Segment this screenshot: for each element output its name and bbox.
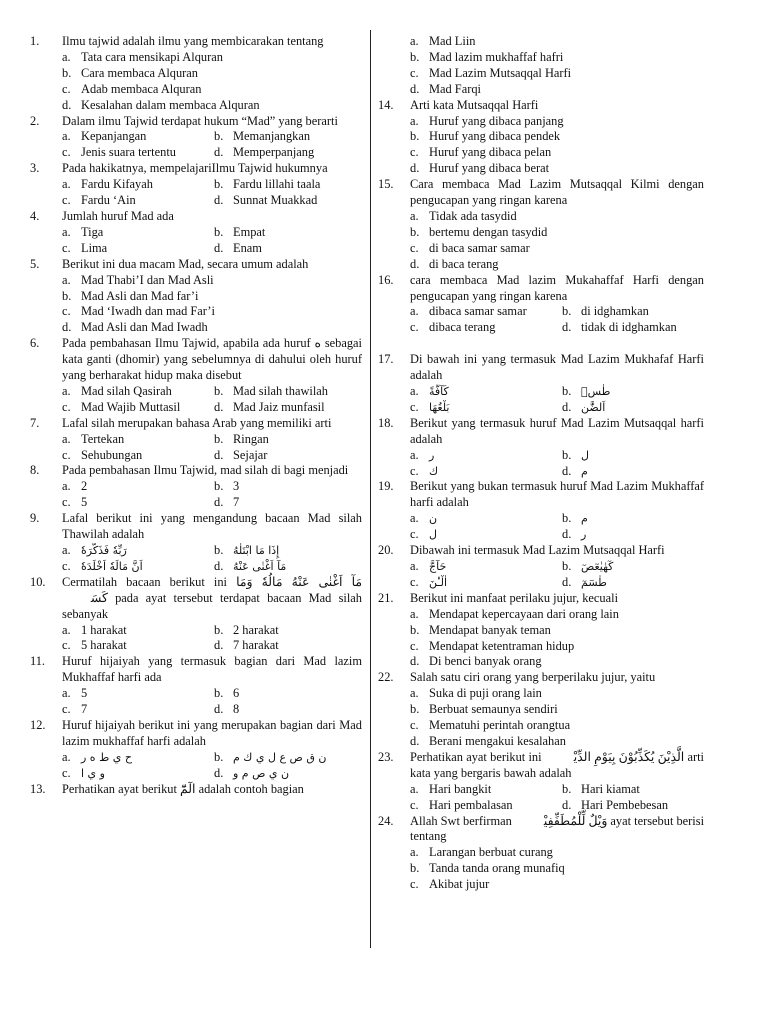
question-23: 23. Perhatikan ayat berikut ini الَّذِيْنَ يُكَذِّبُوْنَ بِيَوْمِ الدِّيْنِۗ arti kata yang bergaris bawah adalah a. Hari bangkit b. Hari kiamat c. Hari pembalasan d. Hari Pembebesan [378, 749, 704, 812]
question-10: 10. Cermatilah bacaan berikut ini مَآ اَغْنٰى عَنْهُ مَالُهٗ وَمَا كَسَبَۗ pada ayat tersebut terdapat bacaan Mad silah sebanyak a. 1 harakat b. 2 harakat c. 5 harakat d. 7 harakat [30, 574, 362, 653]
answer-option: d. Kesalahan dalam membaca Alquran [62, 97, 260, 112]
answer-option: c. Mematuhi perintah orangtua [410, 718, 571, 733]
answer-option: b. 6 [214, 686, 240, 701]
answer-option: d. Memperpanjang [214, 145, 315, 160]
answer-option: c. Mendapat ketentraman hidup [410, 638, 575, 653]
answer-option: a. Larangan berbuat curang [410, 845, 553, 860]
question-18: 18. Berikut yang termasuk huruf Mad Lazim Mutsaqqal harfi adalah a. ر b. ل c. ك d. م [378, 415, 704, 478]
answer-option: c. Lima [62, 240, 108, 255]
question-7: 7. Lafal silah merupakan bahasa Arab yang memiliki arti a. Tertekan b. Ringan c. Sehubungan d. Sejajar [30, 416, 362, 464]
answer-option: a. Tata cara mensikapi Alquran [62, 49, 223, 64]
question-17: 17. Di bawah ini yang termasuk Mad Lazim Mukhafaf Harfi adalah a. كَآفَّةً b. طٰسۤ c. بَلْغُهَا d. اَلضَّٰن [378, 352, 704, 414]
answer-option: c. Hari pembalasan [410, 797, 513, 812]
answer-option: b. ن ق ص ع ل ي ك م [214, 749, 327, 764]
question-stem: Di bawah ini yang termasuk Mad Lazim Mukhafaf Harfi adalah [410, 352, 704, 383]
question-16: 16. cara membaca Mad lazim Mukahaffaf Harfi dengan pengucapan yang ringan karena a. dibaca samar samar b. di idghamkan c. dibaca terang d. tidak di idghamkan [378, 272, 704, 335]
answer-option: d. طٰسٓمٓ [562, 574, 607, 589]
question-stem: Arti kata Mutsaqqal Harfi [410, 97, 539, 112]
answer-option: a. Huruf yang dibaca panjang [410, 113, 564, 128]
answer-option: c. 5 [62, 495, 88, 510]
answer-option: a. Tidak ada tasydid [410, 208, 517, 223]
answer-option: b. م [562, 511, 588, 526]
answer-option: a. Kepanjangan [62, 129, 147, 144]
question-1: 1. Ilmu tajwid adalah ilmu yang membicarakan tentang a. Tata cara mensikapi Alquran b. Cara membaca Alquran c. Adab membaca Alquran d. Kesalahan dalam membaca Alquran [30, 34, 362, 114]
answer-option: b. Mendapat banyak teman [410, 622, 551, 637]
answer-option: c. Adab membaca Alquran [62, 81, 202, 96]
answer-option: a. ر [410, 447, 435, 462]
question-stem: Lafal berikut ini yang mengandung bacaan Mad silah Thawilah adalah [62, 511, 362, 542]
answer-option: a. 5 [62, 686, 88, 701]
answer-option: a. رَبِّهٗ فَذَكَّرَهٗ [62, 543, 127, 557]
answer-option: a. Mendapat kepercayaan dari orang lain [410, 606, 619, 621]
question-stem: Ilmu tajwid adalah ilmu yang membicarakan tentang [62, 34, 324, 48]
answer-option: a. 2 [62, 479, 88, 494]
answer-option: a. Hari bangkit [410, 781, 492, 796]
answer-option: d. 8 [214, 702, 240, 717]
answer-option: b. bertemu dengan tasydid [410, 224, 548, 239]
answer-option: a. Mad Thabi’I dan Mad Asli [62, 272, 214, 287]
answer-option: c. Mad ‘Iwadh dan mad Far’i [62, 304, 215, 319]
question-stem: cara membaca Mad lazim Mukahaffaf Harfi dengan pengucapan yang ringan karena [410, 272, 704, 303]
answer-option: b. ل [562, 447, 589, 462]
answer-option: d. Huruf yang dibaca berat [410, 161, 550, 176]
question-stem: Jumlah huruf Mad ada [62, 208, 174, 223]
answer-option: a. ن [410, 511, 438, 526]
answer-option: b. di idghamkan [562, 304, 649, 319]
answer-option: b. Ringan [214, 431, 269, 446]
right-column [378, 34, 704, 893]
answer-option: b. Hari kiamat [562, 781, 640, 796]
question-24: 24. Allah Swt berfirman وَيْلٌ لِّلْمُطَفِّفِيْنَۙ ayat tersebut berisi tentang a. Larangan berbuat curang b. Tanda tanda orang munafiq c. Akibat jujur [378, 813, 705, 892]
answer-option: d. Hari Pembebesan [562, 797, 669, 812]
question-12: 12. Huruf hijaiyah berikut ini yang merupakan bagian dari Mad lazim mukhaffaf harfi adalah a. ح ي ط ه ر b. ن ق ص ع ل ي ك م c. و ي ا d. ن ي ص م و [30, 717, 362, 780]
question-stem: Pada hakikatnya, mempelajariIlmu Tajwid hukumnya [62, 161, 328, 176]
answer-option: d. Mad Farqi [410, 81, 481, 96]
question-stem: Cermatilah bacaan berikut ini مَآ اَغْنٰى عَنْهُ مَالُهٗ وَمَا كَسَبَۗ pada ayat tersebut terdapat bacaan Mad silah sebanyak [62, 574, 362, 621]
answer-option: b. إِذَا مَا ابْتَلٰهُ [214, 543, 280, 557]
answer-option: c. di baca samar samar [410, 240, 530, 255]
answer-option: d. Enam [214, 240, 262, 255]
answer-option: a. Tertekan [62, 431, 125, 446]
answer-option: b. Tanda tanda orang munafiq [410, 861, 565, 876]
answer-option: c. 7 [62, 702, 88, 717]
answer-option: d. Sejajar [214, 447, 268, 462]
question-stem: Huruf hijaiyah yang termasuk bagian dari Mad lazim Mukhaffaf harfi ada [62, 654, 362, 685]
question-stem: Dibawah ini termasuk Mad Lazim Mutsaqqal Harfi [410, 543, 665, 558]
answer-option: c. اَنَّ مَالَهٗ اَخْلَدَهٗ [62, 558, 143, 573]
answer-option: c. Jenis suara tertentu [62, 145, 176, 160]
answer-option: b. Cara membaca Alquran [62, 65, 198, 80]
question-stem: Salah satu ciri orang yang berperilaku jujur, yaitu [410, 670, 656, 685]
question-stem: Lafal silah merupakan bahasa Arab yang memiliki arti [62, 415, 332, 430]
question-stem: Berikut yang termasuk huruf Mad Lazim Mutsaqqal harfi adalah [410, 415, 704, 446]
answer-option: a. dibaca samar samar [410, 304, 527, 319]
answer-option: c. اٰلْـٰٔنَ [410, 574, 448, 589]
question-stem: Pada pembahasan Ilmu Tajwid, mad silah di bagi menjadi [62, 463, 349, 478]
answer-option: b. Empat [214, 224, 266, 239]
question-13-options [378, 34, 704, 98]
question-stem: Perhatikan ayat berikut ini الَّذِيْنَ يُكَذِّبُوْنَ بِيَوْمِ الدِّيْنِۗ arti kata yang bergaris bawah adalah [410, 749, 704, 780]
answer-option: b. طٰسۤ [562, 384, 611, 399]
question-stem: Perhatikan ayat berikut الٓمّٓ adalah contoh bagian [62, 781, 304, 796]
answer-option: c. بَلْغُهَا [410, 399, 450, 414]
left-column [30, 34, 362, 798]
question-stem: Pada pembahasan Ilmu Tajwid, apabila ada huruf ه sebagai kata ganti (dhomir) yang sebelumnya di dahului oleh huruf yang berharakat hidup maka disebut [62, 336, 362, 383]
question-stem: Dalam ilmu Tajwid terdapat hukum “Mad” yang berarti [62, 113, 338, 128]
answer-option: a. كَآفَّةً [410, 384, 449, 399]
answer-option: c. Huruf yang dibaca pelan [410, 145, 552, 160]
answer-option: c. ل [410, 527, 437, 542]
answer-option: b. كٓهٰيٰعٓصٓ [562, 559, 614, 573]
answer-option: c. dibaca terang [410, 320, 496, 335]
answer-option: d. ر [562, 527, 587, 542]
question-8: 8. Pada pembahasan Ilmu Tajwid, mad silah di bagi menjadi a. 2 b. 3 c. 5 d. 7 [30, 463, 362, 511]
question-9: 9. Lafal berikut ini yang mengandung bacaan Mad silah Thawilah adalah a. رَبِّهٗ فَذَكَّرَهٗ b. إِذَا مَا ابْتَلٰهُ c. اَنَّ مَالَهٗ اَخْلَدَهٗ d. مَآ اَغْنٰى عَنْهُ [30, 511, 362, 573]
answer-option: b. Fardu lillahi taala [214, 177, 321, 192]
answer-option: a. Mad silah Qasirah [62, 383, 172, 398]
answer-option: d. Sunnat Muakkad [214, 193, 318, 208]
answer-option: b. Berbuat semaunya sendiri [410, 702, 558, 717]
question-stem: Berikut ini dua macam Mad, secara umum adalah [62, 256, 309, 271]
answer-option: b. Mad silah thawilah [214, 383, 328, 398]
answer-option: a. Suka di puji orang lain [410, 686, 542, 701]
question-2: 2. Dalam ilmu Tajwid terdapat hukum “Mad” yang berarti a. Kepanjangan b. Memanjangkan c. Jenis suara tertentu d. Memperpanjang [30, 114, 362, 162]
answer-option: d. tidak di idghamkan [562, 320, 677, 335]
column-divider [370, 30, 371, 948]
question-4: 4. Jumlah huruf Mad ada a. Tiga b. Empat c. Lima d. Enam [30, 209, 362, 257]
question-15: 15. Cara membaca Mad Lazim Mutsaqqal Kilmi dengan pengucapan yang ringan karena a. Tidak ada tasydid b. bertemu dengan tasydid c. di baca samar samar d. di baca terang [378, 177, 704, 271]
question-6: 6. Pada pembahasan Ilmu Tajwid, apabila ada huruf ه sebagai kata ganti (dhomir) yang sebelumnya di dahului oleh huruf yang berharakat hidup maka disebut a. Mad silah Qasirah b. Mad silah thawilah c. Mad Wajib Muttasil d. Mad Jaiz munfasil [30, 336, 362, 414]
answer-option: a. حَآجَّ [410, 559, 447, 573]
answer-option: d. di baca terang [410, 256, 499, 271]
question-3: 3. Pada hakikatnya, mempelajariIlmu Tajwid hukumnya a. Fardu Kifayah b. Fardu lillahi taala c. Fardu ‘Ain d. Sunnat Muakkad [30, 161, 362, 209]
answer-option: d. مَآ اَغْنٰى عَنْهُ [214, 558, 287, 573]
question-stem: Berikut yang bukan termasuk huruf Mad Lazim Mukhaffaf harfi adalah [410, 479, 704, 510]
question-21: 21. Berikut ini manfaat perilaku jujur, kecuali a. Mendapat kepercayaan dari orang lain b. Mendapat banyak teman c. Mendapat ketentraman hidup d. Di benci banyak orang [378, 591, 704, 671]
question-stem: Cara membaca Mad Lazim Mutsaqqal Kilmi dengan pengucapan yang ringan karena [410, 177, 704, 208]
answer-option: b. 3 [214, 479, 240, 494]
answer-option: d. اَلضَّٰن [562, 399, 606, 414]
answer-option: d. Mad Asli dan Mad Iwadh [62, 320, 208, 335]
question-stem: Berikut ini manfaat perilaku jujur, kecuali [410, 590, 619, 605]
answer-option: c. Mad Lazim Mutsaqqal Harfi [410, 65, 572, 80]
question-11: 11. Huruf hijaiyah yang termasuk bagian dari Mad lazim Mukhaffaf harfi ada a. 5 b. 6 c. 7 d. 8 [30, 654, 362, 717]
answer-option: c. Akibat jujur [410, 877, 490, 892]
answer-option: c. 5 harakat [62, 638, 127, 653]
answer-option: b. Memanjangkan [214, 129, 311, 144]
answer-option: a. ح ي ط ه ر [62, 749, 132, 764]
answer-option: a. Mad Liin [410, 34, 476, 48]
answer-option: d. Di benci banyak orang [410, 654, 542, 669]
question-stem: Allah Swt berfirman وَيْلٌ لِّلْمُطَفِّفِيْنَۙ ayat tersebut berisi tentang [410, 813, 705, 844]
question-stem: Huruf hijaiyah berikut ini yang merupakan bagian dari Mad lazim mukhaffaf harfi adalah [62, 717, 362, 748]
question-5: 5. Berikut ini dua macam Mad, secara umum adalah a. Mad Thabi’I dan Mad Asli b. Mad Asli dan Mad far’i c. Mad ‘Iwadh dan mad Far’i d. Mad Asli dan Mad Iwadh [30, 257, 362, 337]
answer-option: d. Mad Jaiz munfasil [214, 399, 325, 414]
answer-option: c. ك [410, 463, 439, 478]
question-20: 20. Dibawah ini termasuk Mad Lazim Mutsaqqal Harfi a. حَآجَّ b. كٓهٰيٰعٓصٓ c. اٰلْـٰٔنَ d. طٰسٓمٓ [378, 543, 704, 591]
answer-option: d. 7 harakat [214, 638, 279, 653]
answer-option: d. 7 [214, 495, 240, 510]
answer-option: a. Fardu Kifayah [62, 177, 153, 192]
question-13: 13. Perhatikan ayat berikut الٓمّٓ adalah contoh bagian [30, 782, 362, 798]
answer-option: b. Huruf yang dibaca pendek [410, 129, 561, 144]
question-22: 22. Salah satu ciri orang yang berperilaku jujur, yaitu a. Suka di puji orang lain b. Berbuat semaunya sendiri c. Mematuhi perintah orangtua d. Berani mengakui kesalahan [378, 670, 704, 750]
answer-option: c. Sehubungan [62, 447, 143, 462]
answer-option: b. Mad lazim mukhaffaf hafri [410, 49, 564, 64]
answer-option: d. Berani mengakui kesalahan [410, 733, 566, 748]
answer-option: a. 1 harakat [62, 622, 127, 637]
question-14: 14. Arti kata Mutsaqqal Harfi a. Huruf yang dibaca panjang b. Huruf yang dibaca pendek c. Huruf yang dibaca pelan d. Huruf yang dibaca berat [378, 98, 704, 178]
question-19: 19. Berikut yang bukan termasuk huruf Mad Lazim Mukhaffaf harfi adalah a. ن b. م c. ل d. ر [378, 479, 704, 542]
answer-option: b. 2 harakat [214, 622, 279, 637]
answer-option: b. Mad Asli dan Mad far’i [62, 288, 199, 303]
answer-option: c. Fardu ‘Ain [62, 193, 136, 208]
answer-option: d. ن ي ص م و [214, 765, 290, 780]
answer-option: a. Tiga [62, 224, 104, 239]
answer-option: c. Mad Wajib Muttasil [62, 399, 181, 414]
answer-option: c. و ي ا [62, 765, 105, 780]
answer-option: d. م [562, 463, 588, 478]
